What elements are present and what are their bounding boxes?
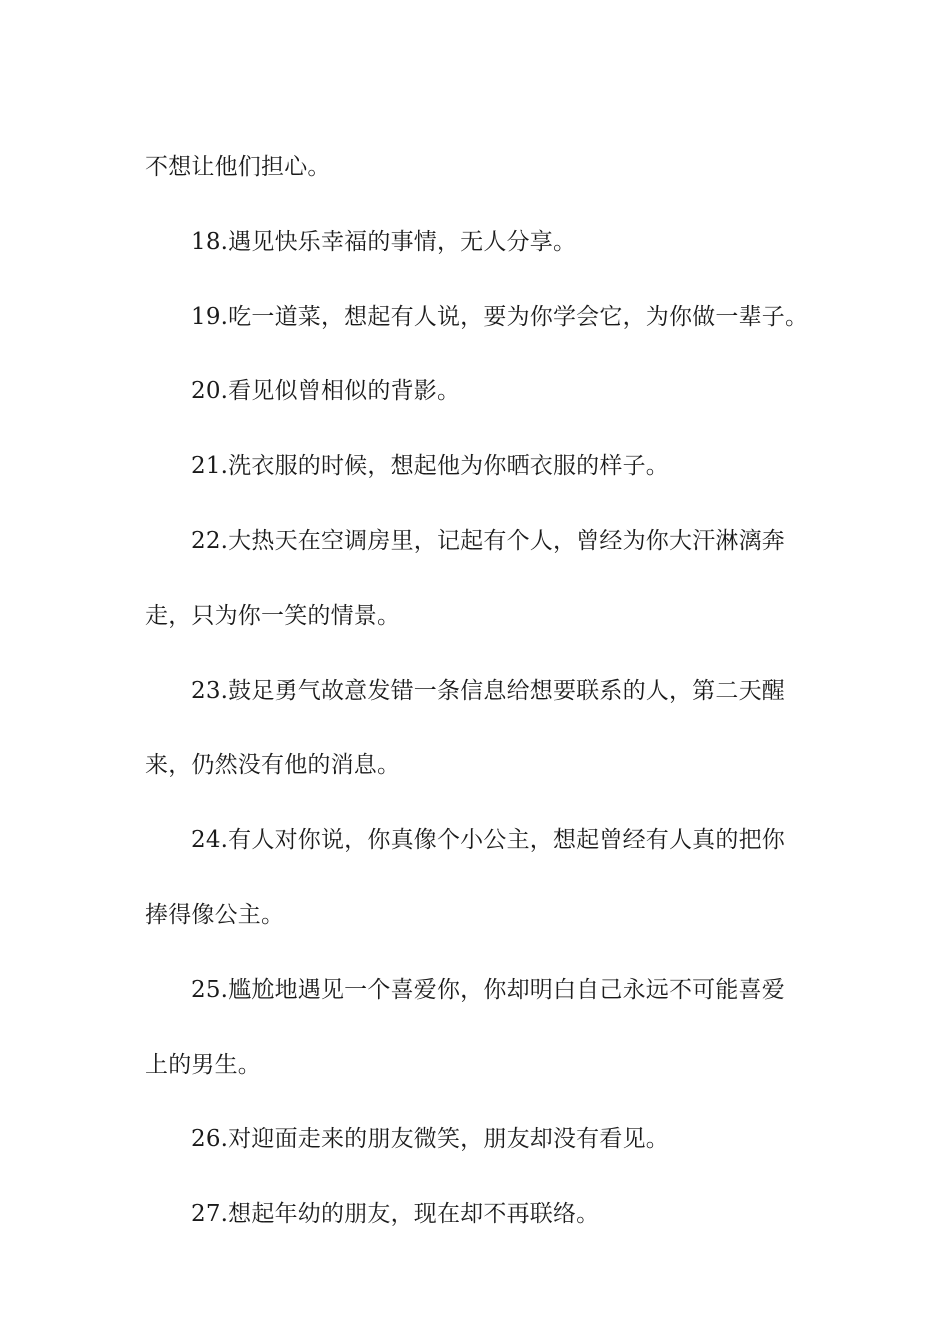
list-item-21: 21.洗衣服的时候，想起他为你晒衣服的样子。 [191, 453, 669, 480]
list-item-23: 23.鼓足勇气故意发错一条信息给想要联系的人，第二天醒 [191, 677, 785, 704]
list-item-27: 27.想起年幼的朋友，现在却不再联络。 [191, 1201, 600, 1228]
list-item-22: 22.大热天在空调房里，记起有个人，曾经为你大汗淋漓奔 [191, 527, 785, 554]
document-body [145, 130, 810, 1252]
list-item-20: 20.看见似曾相似的背影。 [191, 378, 461, 405]
paragraph-continuation: 不想让他们担心。 [145, 154, 331, 180]
list-item-23-continuation: 来，仍然没有他的消息。 [145, 752, 401, 779]
list-item-25: 25.尴尬地遇见一个喜爱你，你却明白自己永远不可能喜爱 [191, 976, 785, 1003]
list-item-22-continuation: 走，只为你一笑的情景。 [145, 602, 401, 629]
list-item-24: 24.有人对你说，你真像个小公主，想起曾经有人真的把你 [191, 827, 785, 854]
list-item-24-continuation: 捧得像公主。 [145, 901, 285, 928]
list-item-19: 19.吃一道菜，想起有人说，要为你学会它，为你做一辈子。 [191, 303, 809, 330]
list-item-26: 26.对迎面走来的朋友微笑，朋友却没有看见。 [191, 1126, 669, 1153]
list-item-25-continuation: 上的男生。 [145, 1051, 261, 1078]
list-item-18: 18.遇见快乐幸福的事情，无人分享。 [191, 228, 577, 255]
